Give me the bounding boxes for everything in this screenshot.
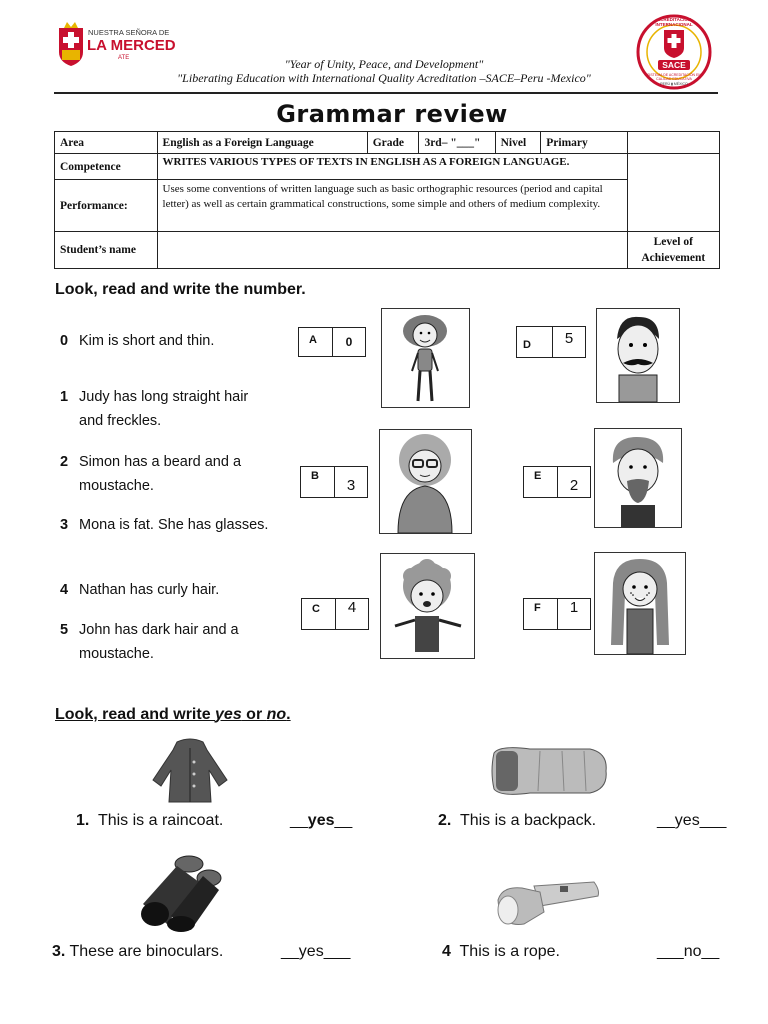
- answer-1[interactable]: [290, 812, 352, 830]
- boy-curly-hair-icon: [381, 554, 474, 658]
- question-number: 4: [442, 943, 451, 960]
- question-text: This is a rope.: [459, 943, 560, 960]
- answer-box-f[interactable]: [523, 598, 591, 630]
- sleeping-bag-icon: [490, 743, 610, 799]
- item-text: John has dark hair and a moustache.: [79, 622, 239, 662]
- answer-blank: __: [290, 812, 308, 829]
- item-text: Mona is fat. She has glasses.: [79, 517, 269, 533]
- header-divider: [54, 92, 718, 94]
- box-value[interactable]: 0: [345, 335, 353, 349]
- school-name-line3: ATE: [118, 55, 130, 61]
- sace-seal: [636, 14, 712, 90]
- heading-no: no: [266, 706, 287, 723]
- list-item: [60, 385, 280, 435]
- question-4: [442, 943, 560, 961]
- school-name-line2: LA MERCED: [87, 37, 176, 54]
- list-item: [60, 329, 280, 359]
- section1-heading: Look, read and write the number.: [55, 281, 306, 298]
- seal-name: SACE: [662, 60, 686, 70]
- girl-long-hair-freckles-icon: [595, 553, 685, 654]
- heading-yes: yes: [215, 706, 242, 723]
- box-value[interactable]: 1: [569, 599, 579, 616]
- heading-part: or: [241, 706, 267, 723]
- man-beard-moustache-icon: [595, 429, 681, 527]
- binoculars-icon: [137, 854, 223, 932]
- answer-box-e[interactable]: [523, 466, 591, 498]
- raincoat-icon: [145, 736, 235, 806]
- item-text: Simon has a beard and a moustache.: [79, 454, 242, 494]
- box-letter: E: [524, 467, 558, 497]
- binoculars-image: [137, 854, 223, 932]
- student-name-field[interactable]: [157, 232, 627, 269]
- grade-label: Grade: [367, 132, 419, 154]
- performance-value: Uses some conventions of written language such as basic orthographic resources (period and capital letter) as well as certain grammatical constructions, some simple and others of medium complexity.: [157, 180, 627, 232]
- school-name-line1: NUESTRA SEÑORA DE: [88, 28, 170, 37]
- flashlight-image: [494, 878, 600, 930]
- performance-label: Performance:: [55, 180, 158, 232]
- answer-2[interactable]: __yes___: [657, 812, 727, 829]
- list-item: [60, 618, 280, 668]
- woman-curly-glasses-icon: [380, 430, 471, 533]
- question-2: [438, 812, 596, 830]
- question-1: [76, 812, 223, 830]
- simon-picture: [594, 428, 682, 528]
- seal-country: PERÚ ▮ MÉXICO: [660, 82, 688, 86]
- judy-picture: [594, 552, 686, 655]
- page-title: Grammar review: [276, 100, 508, 128]
- item-text: Judy has long straight hair and freckles.: [79, 389, 249, 429]
- item-number: 5: [60, 622, 69, 638]
- question-text: This is a backpack.: [459, 812, 597, 829]
- box-letter: B: [301, 467, 335, 497]
- box-value[interactable]: 5: [564, 330, 574, 347]
- info-table: [54, 131, 720, 269]
- answer-3[interactable]: __yes___: [281, 943, 351, 960]
- competence-value: WRITES VARIOUS TYPES OF TEXTS IN ENGLISH AS A FOREIGN LANGUAGE.: [157, 154, 627, 180]
- student-name-label: Student’s name: [55, 232, 158, 269]
- grade-box: [627, 154, 719, 232]
- raincoat-image: [145, 736, 235, 806]
- item-number: 2: [60, 454, 69, 470]
- box-letter: C: [302, 599, 336, 629]
- girl-short-thin-icon: [382, 309, 469, 407]
- answer-blank: __: [334, 812, 353, 829]
- empty-cell: [627, 132, 719, 154]
- item-number: 3: [60, 517, 69, 533]
- motto-line1: "Year of Unity, Peace, and Development": [284, 57, 484, 71]
- answer-box-a[interactable]: [298, 327, 366, 357]
- heading-part: Look, read and write: [55, 706, 216, 723]
- box-value[interactable]: 3: [346, 477, 356, 494]
- question-number: 1.: [76, 812, 90, 829]
- answer-box-b[interactable]: [300, 466, 368, 498]
- motto-line2: "Liberating Education with International Quality Acreditation –SACE–Peru -Mexico": [177, 71, 591, 85]
- box-letter: F: [524, 599, 558, 629]
- kim-picture: [381, 308, 470, 408]
- competence-label: Competence: [55, 154, 158, 180]
- list-item: [60, 513, 280, 563]
- item-number: 4: [60, 582, 69, 598]
- seal-subtitle: SISTEMA DE ACREDITACIÓN EN CALIDAD EDUCATIVA: [647, 73, 701, 81]
- item-text: Kim is short and thin.: [79, 333, 215, 349]
- box-value[interactable]: 4: [347, 599, 357, 616]
- question-3: [52, 943, 223, 961]
- box-letter: A: [299, 328, 333, 356]
- seal-ring-text: ACREDITACIÓN INTERNACIONAL: [655, 17, 693, 27]
- item-number: 0: [60, 333, 69, 349]
- area-label: Area: [55, 132, 158, 154]
- section2-heading: [55, 706, 291, 724]
- item-number: 1: [60, 389, 69, 405]
- nivel-value: Primary: [541, 132, 627, 154]
- question-text: This is a raincoat.: [97, 812, 224, 829]
- answer-4[interactable]: ___no__: [657, 943, 720, 960]
- list-item: [60, 450, 280, 500]
- question-number: 3.: [52, 943, 66, 960]
- sleeping-bag-image: [490, 743, 610, 799]
- heading-part: .: [286, 706, 291, 723]
- list-item: [60, 578, 280, 604]
- level-achievement-label: Level of Achievement: [627, 232, 719, 269]
- nivel-label: Nivel: [495, 132, 541, 154]
- grade-value[interactable]: 3rd– "___": [419, 132, 495, 154]
- answer-box-d[interactable]: [516, 326, 586, 358]
- area-value: English as a Foreign Language: [157, 132, 367, 154]
- box-letter: D: [517, 327, 553, 357]
- question-text: These are binoculars.: [69, 943, 224, 960]
- question-number: 2.: [438, 812, 452, 829]
- nathan-picture: [380, 553, 475, 659]
- john-picture: [596, 308, 680, 403]
- answer-box-c[interactable]: [301, 598, 369, 630]
- mona-picture: [379, 429, 472, 534]
- box-value[interactable]: 2: [569, 477, 579, 494]
- item-text: Nathan has curly hair.: [79, 582, 220, 598]
- answer-value[interactable]: yes: [307, 812, 335, 829]
- flashlight-icon: [494, 878, 600, 930]
- man-dark-hair-moustache-icon: [597, 309, 679, 402]
